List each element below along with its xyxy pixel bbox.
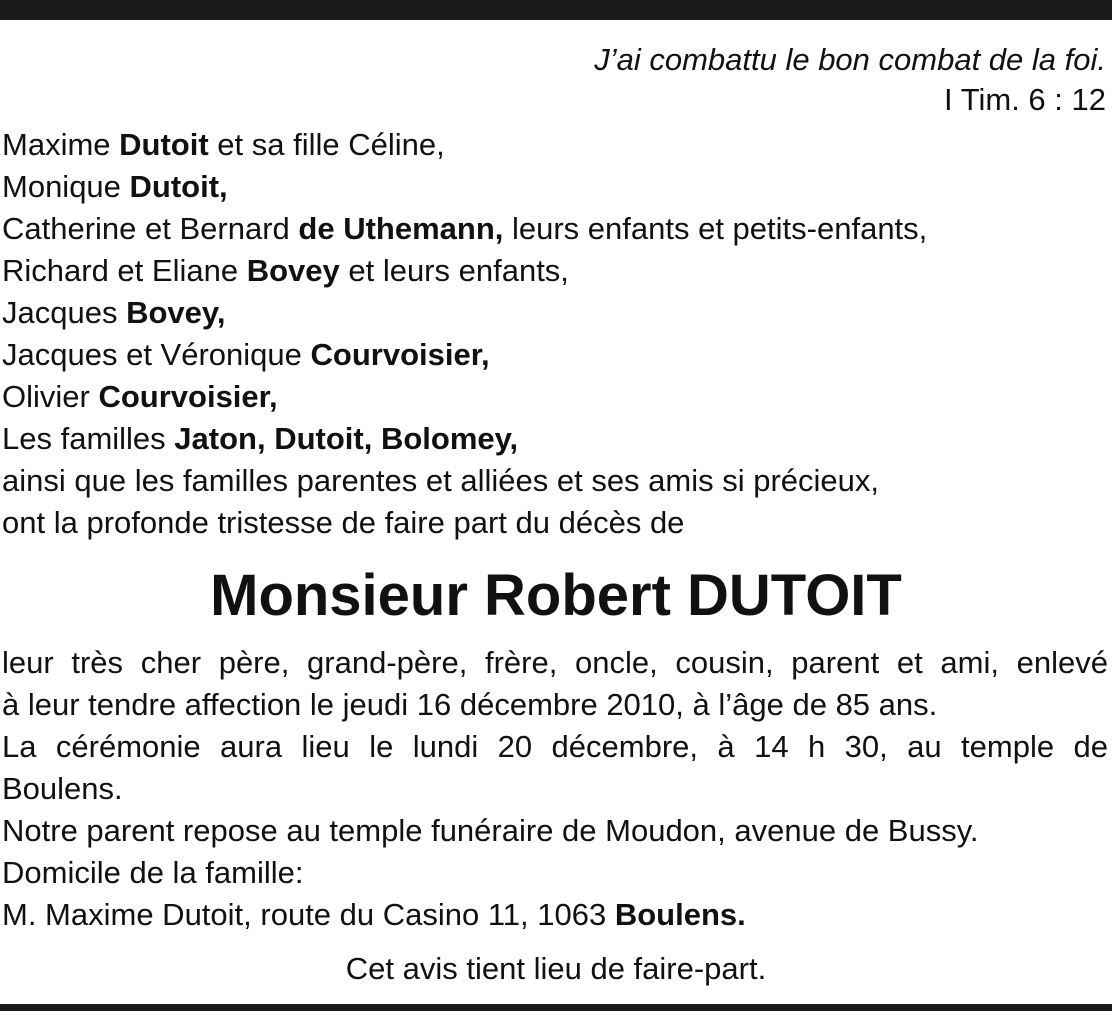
family-line-text: Richard et Eliane [2, 253, 247, 288]
family-line [2, 334, 927, 376]
top-rule [0, 0, 1112, 20]
family-line-text: Olivier [2, 379, 99, 414]
body-line: Notre parent repose au temple funéraire de Moudon, avenue de Bussy. [2, 813, 979, 848]
family-line [2, 292, 927, 334]
family-line [2, 502, 927, 544]
body-line: leur très cher père, grand-père, frère, oncle, cousin, parent et ami, enlevé [2, 645, 1108, 680]
family-surname: Courvoisier, [98, 379, 278, 414]
family-line [2, 250, 927, 292]
family-line-text: Maxime [2, 127, 120, 162]
family-line-text: leurs enfants et petits-enfants, [503, 211, 928, 246]
body-line: La cérémonie aura lieu le lundi 20 décembre, à 14 h 30, au temple de [2, 729, 1108, 764]
family-line-text: Les familles [2, 421, 175, 456]
family-line-text: et leurs enfants, [339, 253, 569, 288]
family-line-text: Monique [2, 169, 130, 204]
address-town: Boulens. [614, 897, 746, 932]
family-surname: de Uthemann, [298, 211, 504, 246]
epigraph [594, 40, 1106, 120]
body-line: Boulens. [2, 771, 123, 806]
family-surname: Jaton, Dutoit, Bolomey, [174, 421, 519, 456]
family-address [2, 894, 1108, 936]
epigraph-reference: I Tim. 6 : 12 [944, 82, 1106, 117]
body-line: à leur tendre affection le jeudi 16 décembre 2010, à l’âge de 85 ans. [2, 687, 938, 722]
family-line-text: Jacques et Véronique [2, 337, 311, 372]
family-line [2, 376, 927, 418]
deceased-name-headline: Monsieur Robert DUTOIT [210, 563, 902, 628]
family-line [2, 124, 927, 166]
family-line [2, 166, 927, 208]
family-line-text: Jacques [2, 295, 127, 330]
bottom-rule [0, 1004, 1112, 1011]
epigraph-quote: J’ai combattu le bon combat de la foi. [594, 42, 1106, 77]
notice-body [2, 642, 1108, 936]
family-line-text: et sa fille Céline, [208, 127, 445, 162]
body-line: Domicile de la famille: [2, 855, 304, 890]
family-line-text: ainsi que les familles parentes et alliées et ses amis si précieux, [2, 463, 880, 498]
family-line [2, 418, 927, 460]
family-line [2, 460, 927, 502]
address-text: M. Maxime Dutoit, route du Casino 11, 1063 [2, 897, 615, 932]
family-surname: Dutoit [119, 127, 209, 162]
family-line-text: Catherine et Bernard [2, 211, 299, 246]
family-line [2, 208, 927, 250]
footer-note: Cet avis tient lieu de faire-part. [345, 951, 767, 986]
family-surname: Dutoit, [129, 169, 228, 204]
family-surname: Bovey, [126, 295, 226, 330]
family-surname: Bovey [246, 253, 340, 288]
family-list [2, 124, 927, 544]
family-surname: Courvoisier, [310, 337, 490, 372]
family-line-text: ont la profonde tristesse de faire part du décès de [2, 505, 685, 540]
